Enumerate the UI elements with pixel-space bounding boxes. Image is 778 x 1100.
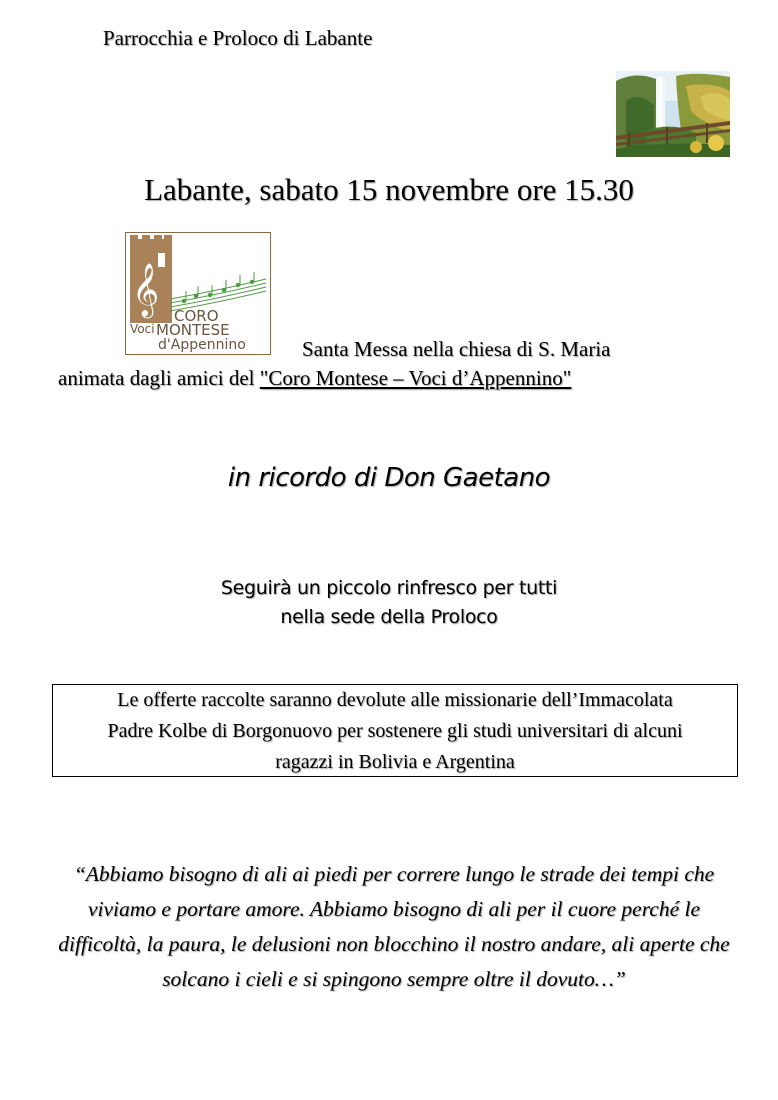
svg-text:𝄞: 𝄞 [132,262,160,316]
logo-line3: d'Appennino [158,337,246,353]
offerings-box [52,684,738,777]
organizer-header: Parrocchia e Proloco di Labante [103,26,373,50]
closing-quote: “Abbiamo bisogno di ali ai piedi per correre lungo le strade dei tempi che viviamo e portare amore. Abbiamo bisogno di ali per il cuore perché le difficoltà, la paura, le delusioni non blocchino il nostro andare, ali aperte che solcano i cieli e si spingono sempre oltre il dovuto…” [58,862,730,991]
waterfall-landscape-icon [616,71,730,157]
choir-line-prefix: animata dagli amici del [58,366,260,390]
refreshment-notice [0,574,778,632]
offerings-line3: ragazzi in Bolivia e Argentina [275,751,515,773]
logo-side: Voci [130,322,155,336]
choir-logo [125,232,271,355]
offerings-line2: Padre Kolbe di Borgonuovo per sostenere gli studi universitari di alcuni [107,720,683,742]
refreshment-line1: Seguirà un piccolo rinfresco per tutti [220,577,558,599]
event-date-title: Labante, sabato 15 novembre ore 15.30 [144,172,634,207]
mass-description: Santa Messa nella chiesa di S. Maria [302,337,611,361]
memorial-dedication: in ricordo di Don Gaetano [227,463,551,493]
refreshment-line2: nella sede della Proloco [280,606,498,628]
offerings-line1: Le offerte raccolte saranno devolute alle missionarie dell’Immacolata [117,689,673,711]
coro-montese-logo-icon [126,233,270,354]
choir-line [58,366,571,391]
logo-line2: MONTESE [156,321,230,339]
choir-name: "Coro Montese – Voci d’Appennino" [259,366,572,390]
logo-line1: CORO [174,307,219,325]
waterfall-photo [616,71,730,157]
